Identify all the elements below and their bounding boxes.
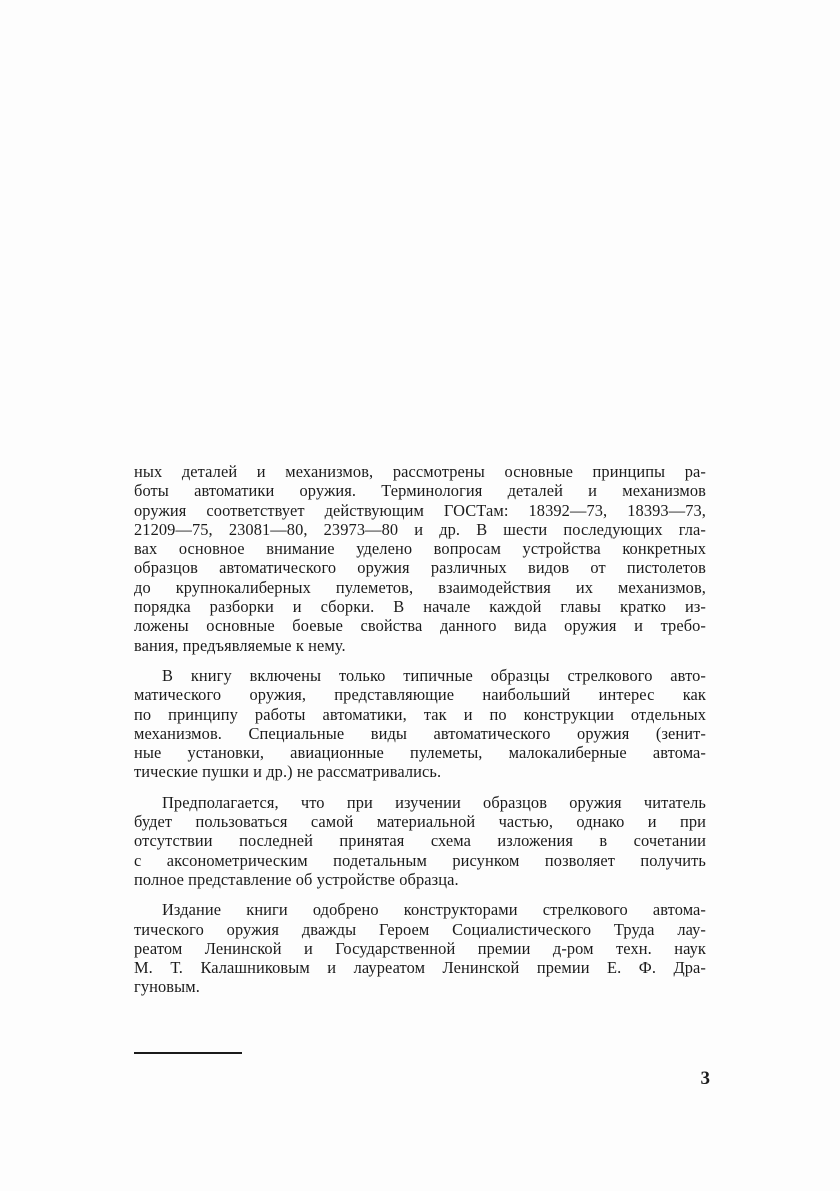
text-line: боты автоматики оружия. Терминология деталей и механизмов bbox=[134, 481, 706, 501]
text-line: 21209—75, 23081—80, 23973—80 и др. В шести последующих гла- bbox=[134, 519, 706, 539]
paragraph-1 bbox=[134, 462, 706, 655]
text-line: вания, предъявляемые к нему. bbox=[134, 635, 346, 655]
text-line: ные установки, авиационные пулеметы, малокалиберные автома- bbox=[134, 743, 706, 763]
text-line: М. Т. Калашниковым и лауреатом Ленинской премии Е. Ф. Дра- bbox=[134, 958, 706, 978]
text-line: оружия соответствует действующим ГОСТам: 18392—73, 18393—73, bbox=[134, 500, 706, 520]
footnote-rule bbox=[134, 1052, 242, 1054]
text-line: Предполагается, что при изучении образцов оружия читатель bbox=[162, 792, 706, 812]
text-line: образцов автоматического оружия различных видов от пистолетов bbox=[134, 558, 706, 578]
paragraph-2 bbox=[134, 666, 706, 782]
page-number: 3 bbox=[700, 1068, 710, 1089]
text-line: матического оружия, представляющие наибольший интерес как bbox=[134, 685, 706, 705]
body-text bbox=[134, 462, 706, 1008]
text-line: ложены основные боевые свойства данного вида оружия и требо- bbox=[134, 616, 706, 636]
text-line: реатом Ленинской и Государственной премии д-ром техн. наук bbox=[134, 938, 706, 958]
paragraph-4 bbox=[134, 900, 706, 996]
text-line: полное представление об устройстве образца. bbox=[134, 869, 459, 889]
text-line: ных деталей и механизмов, рассмотрены основные принципы ра- bbox=[134, 462, 706, 481]
text-line: вах основное внимание уделено вопросам устройства конкретных bbox=[134, 539, 706, 559]
text-line: отсутствии последней принятая схема изложения в сочетании bbox=[134, 831, 706, 851]
text-line: гуновым. bbox=[134, 977, 200, 997]
text-line: до крупнокалиберных пулеметов, взаимодействия их механизмов, bbox=[134, 577, 706, 597]
text-line: тические пушки и др.) не рассматривались. bbox=[134, 762, 442, 782]
text-line: механизмов. Специальные виды автоматического оружия (зенит- bbox=[134, 723, 706, 743]
paragraph-3 bbox=[134, 793, 706, 889]
text-line: порядка разборки и сборки. В начале каждой главы кратко из- bbox=[134, 597, 706, 617]
text-line: В книгу включены только типичные образцы стрелкового авто- bbox=[162, 665, 706, 685]
text-line: тического оружия дважды Героем Социалистического Труда лау- bbox=[134, 919, 706, 939]
text-line: Издание книги одобрено конструкторами стрелкового автома- bbox=[162, 900, 706, 920]
text-line: будет пользоваться самой материальной частью, однако и при bbox=[134, 812, 706, 832]
text-line: по принципу работы автоматики, так и по конструкции отдельных bbox=[134, 704, 706, 724]
text-line: с аксонометрическим подетальным рисунком позволяет получить bbox=[134, 850, 706, 870]
